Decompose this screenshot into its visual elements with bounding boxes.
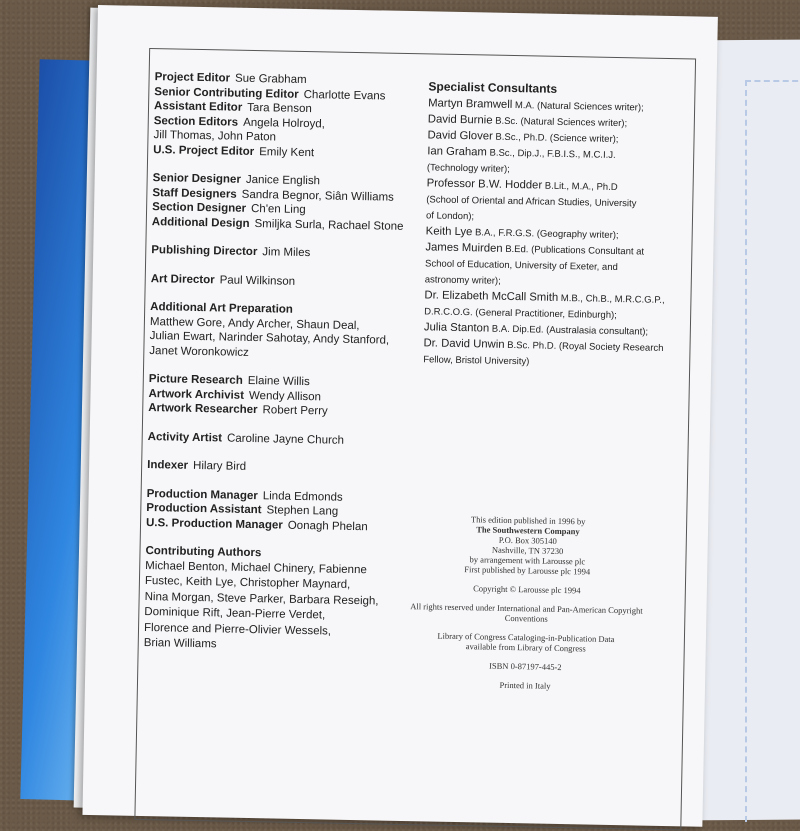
consultant-credentials: B.A., F.R.G.S. (Geography writer);: [472, 227, 619, 242]
consultant-credentials: B.Lit., M.A., Ph.D: [542, 180, 618, 194]
credit-names: Caroline Jayne Church: [226, 432, 345, 447]
credit-block: [151, 272, 431, 292]
credit-block: [147, 458, 427, 478]
publication-info: [387, 513, 668, 578]
credit-names: Emily Kent: [259, 145, 315, 159]
isbn: ISBN 0-87197-445-2: [489, 660, 562, 673]
rights-line: All rights reserved under International and Pan-American Copyright: [410, 601, 643, 616]
credits-list: [146, 70, 435, 535]
consultant-credentials: astronomy writer);: [424, 274, 501, 287]
consultant-credentials: B.A. Dip.Ed. (Australasia consultant);: [489, 323, 649, 338]
consultant-credentials: B.Sc., Dip.J., F.B.I.S., M.C.I.J.: [486, 147, 616, 161]
credit-block: [146, 487, 427, 536]
author-line: Florence and Pierre-Olivier Wessels,: [143, 621, 332, 638]
cip-line: available from Library of Congress: [465, 641, 586, 654]
consultant-credentials: M.B., Ch.B., M.R.C.G.P.,: [558, 292, 665, 306]
credit-line: [151, 243, 431, 263]
credit-names: Sue Grabham: [234, 72, 307, 87]
consultant-credentials: B.Sc. (Natural Sciences writer);: [492, 115, 628, 130]
credit-block: [151, 243, 431, 263]
consultant-credentials: (School of Oriental and African Studies, University: [426, 194, 637, 210]
specialist-consultants-list: [423, 96, 678, 372]
credit-line: [148, 430, 428, 450]
consultant-credentials: B.Ed. (Publications Consultant at: [502, 243, 645, 258]
credit-role: Additional Art Preparation: [150, 301, 294, 316]
credit-role: Assistant Editor: [153, 100, 243, 114]
credit-names: Janet Woronkowicz: [149, 344, 249, 359]
author-line: Michael Benton, Michael Chinery, Fabienne: [145, 559, 367, 576]
credit-role: U.S. Project Editor: [153, 143, 255, 158]
consultant-name: Dr. David Unwin: [423, 337, 505, 351]
credit-names: Jill Thomas, John Paton: [153, 129, 277, 144]
credit-role: Picture Research: [148, 373, 243, 387]
credit-block: [152, 171, 433, 234]
printed-in: Printed in Italy: [499, 679, 551, 691]
credit-role: U.S. Production Manager: [145, 516, 283, 532]
rights-line: Conventions: [504, 612, 548, 624]
consultant-name: Dr. Elizabeth McCall Smith: [424, 289, 559, 304]
credit-block: [148, 372, 429, 421]
author-line: Brian Williams: [143, 636, 217, 651]
credit-role: Senior Designer: [152, 172, 241, 186]
consultants-column: [423, 79, 679, 373]
consultant-credentials: B.Sc., Ph.D. (Science writer);: [492, 131, 619, 146]
credit-role: Indexer: [147, 459, 189, 472]
credit-names: Ch'en Ling: [250, 202, 306, 217]
credit-role: Artwork Archivist: [148, 387, 245, 402]
author-line: Dominique Rift, Jean-Pierre Verdet,: [144, 606, 326, 622]
credit-names: Matthew Gore, Andy Archer, Shaun Deal,: [149, 315, 360, 332]
author-line: Fustec, Keith Lye, Christopher Maynard,: [144, 575, 351, 591]
author-line: Nina Morgan, Steve Parker, Barbara Reseigh,: [144, 590, 379, 607]
credit-names: Smiljka Surla, Rachael Stone: [254, 217, 404, 233]
consultant-name: David Glover: [427, 129, 493, 143]
credit-block: [149, 300, 430, 363]
credit-names: Julian Ewart, Narinder Sahotay, Andy Stanford,: [149, 330, 390, 347]
underlying-page-border: [745, 80, 800, 822]
credit-line: [147, 458, 427, 478]
credit-names: Jim Miles: [262, 246, 311, 260]
credit-role: Project Editor: [154, 71, 231, 85]
contributing-authors-title: Contributing Authors: [145, 545, 262, 560]
consultant-credentials: Fellow, Bristol University): [423, 354, 530, 368]
credit-names: Robert Perry: [262, 404, 328, 418]
credit-role: Section Editors: [153, 114, 239, 129]
publisher-name: The Southwestern Company: [476, 524, 580, 537]
credit-names: Wendy Allison: [248, 389, 322, 403]
consultant-credentials: B.Sc. Ph.D. (Royal Society Research: [504, 339, 664, 354]
credit-role: Artwork Researcher: [148, 402, 258, 417]
consultant-name: David Burnie: [427, 113, 493, 127]
credit-names: Oonagh Phelan: [287, 519, 368, 533]
specialist-consultants-title: Specialist Consultants: [428, 79, 558, 96]
consultant-credentials: (Technology writer);: [426, 162, 510, 175]
consultant-credentials: D.R.C.O.G. (General Practitioner, Edinburgh);: [424, 306, 617, 322]
rights-statement: [386, 601, 666, 626]
arrangement-line: by arrangement with Larousse plc: [469, 554, 586, 567]
credit-role: Publishing Director: [151, 244, 258, 259]
consultant-credentials: M.A. (Natural Sciences writer);: [512, 99, 644, 114]
address-line: P.O. Box 305140: [498, 534, 557, 546]
credit-names: Linda Edmonds: [262, 489, 343, 504]
credit-role: Art Director: [150, 272, 215, 286]
credit-block: [153, 70, 435, 162]
credit-names: Stephen Lang: [266, 504, 339, 518]
consultant-name: Ian Graham: [427, 145, 488, 159]
credit-names: Janice English: [245, 173, 321, 188]
credit-names: Paul Wilkinson: [219, 273, 296, 288]
address-line: Nashville, TN 37230: [491, 544, 564, 557]
consultant-credentials: School of Education, University of Exeter, and: [424, 258, 618, 274]
credit-names: Tara Benson: [247, 101, 312, 116]
consultant-name: Martyn Bramwell: [428, 97, 513, 111]
credit-names: Angela Holroyd,: [243, 116, 326, 130]
credit-names: Elaine Willis: [247, 374, 310, 389]
credit-block: [148, 430, 428, 450]
consultant-credentials: of London);: [425, 210, 475, 223]
credit-names: Charlotte Evans: [303, 88, 386, 103]
consultant-name: Professor B.W. Hodder: [426, 177, 543, 192]
cip-line: Library of Congress Cataloging-in-Publication Data: [437, 630, 615, 645]
consultant-name: Keith Lye: [425, 225, 473, 239]
credit-role: Senior Contributing Editor: [154, 85, 299, 101]
credit-role: Staff Designers: [152, 186, 237, 201]
credit-role: Production Assistant: [146, 502, 262, 517]
copyright-line: Copyright © Larousse plc 1994: [473, 583, 581, 596]
edition-line: This edition published in 1996 by: [470, 514, 586, 527]
credit-role: Activity Artist: [147, 430, 223, 444]
credits-page: [82, 5, 717, 827]
first-published-line: First published by Larousse plc 1994: [464, 564, 591, 577]
credit-names: Sandra Begnor, Siân Williams: [241, 188, 394, 204]
contributing-authors-block: [144, 544, 426, 657]
imprint-block: [385, 513, 668, 702]
consultant-name: James Muirden: [425, 241, 503, 255]
credit-role: Production Manager: [146, 487, 258, 502]
credit-line: [151, 272, 431, 292]
consultant-name: Julia Stanton: [423, 321, 490, 335]
cip-statement: [386, 630, 666, 655]
contributing-authors-list: [144, 559, 426, 657]
credit-role: Additional Design: [151, 215, 250, 230]
credit-names: Hilary Bird: [192, 459, 247, 473]
credit-role: Section Designer: [152, 201, 247, 215]
